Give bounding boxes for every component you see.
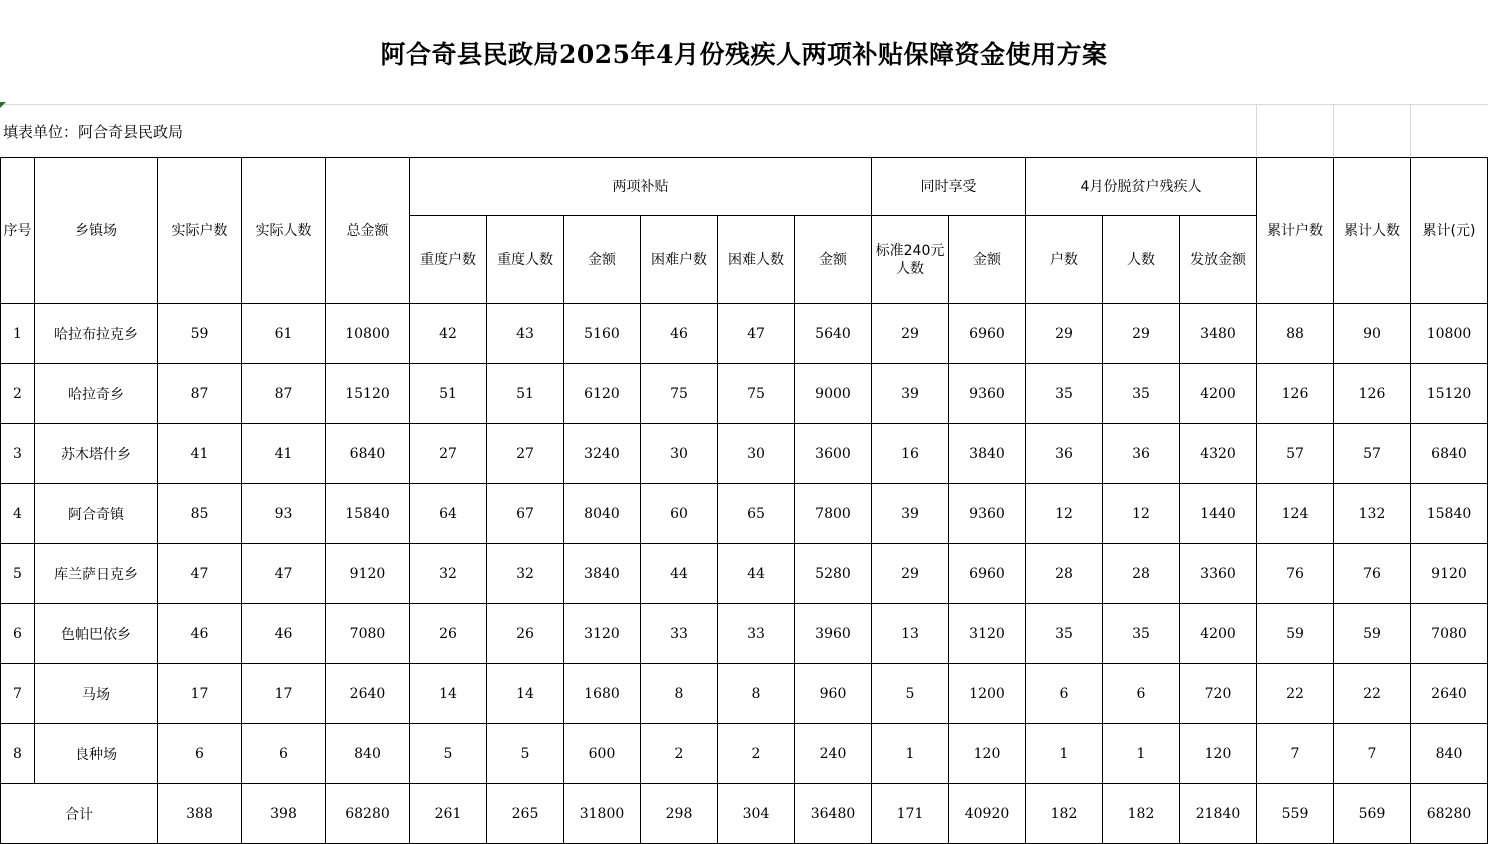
table-cell: 5280 (795, 544, 872, 604)
table-cell: 840 (326, 724, 410, 784)
table-cell: 1 (1, 304, 35, 364)
table-cell: 265 (487, 784, 564, 844)
table-cell: 7080 (1411, 604, 1488, 664)
table-cell: 14 (487, 664, 564, 724)
table-cell: 7080 (326, 604, 410, 664)
table-cell: 3960 (795, 604, 872, 664)
table-cell: 8 (718, 664, 795, 724)
table-cell: 75 (641, 364, 718, 424)
table-cell: 240 (795, 724, 872, 784)
table-cell: 29 (872, 544, 949, 604)
header-poverty-amount: 发放金额 (1180, 216, 1257, 304)
table-cell: 720 (1180, 664, 1257, 724)
header-town: 乡镇场 (35, 158, 158, 304)
table-header (1, 158, 1488, 304)
table-cell: 13 (872, 604, 949, 664)
table-cell: 75 (718, 364, 795, 424)
header-cum-households: 累计户数 (1257, 158, 1334, 304)
table-row (1, 484, 1488, 544)
table-cell: 559 (1257, 784, 1334, 844)
table-cell: 47 (242, 544, 326, 604)
table-cell: 44 (718, 544, 795, 604)
table-cell: 5 (410, 724, 487, 784)
table-cell: 41 (158, 424, 242, 484)
table-cell: 7 (1, 664, 35, 724)
table-cell: 120 (1180, 724, 1257, 784)
table-cell: 5640 (795, 304, 872, 364)
table-cell: 4320 (1180, 424, 1257, 484)
table-row (1, 604, 1488, 664)
town-cell: 哈拉布拉克乡 (35, 304, 158, 364)
unit-row (0, 105, 1488, 157)
header-cum-total: 累计(元) (1411, 158, 1488, 304)
header-seq: 序号 (1, 158, 35, 304)
header-amount: 金额 (564, 216, 641, 304)
table-cell: 6 (1103, 664, 1180, 724)
table-cell: 51 (410, 364, 487, 424)
table-cell: 59 (1257, 604, 1334, 664)
table-cell: 17 (242, 664, 326, 724)
table-cell: 67 (487, 484, 564, 544)
table-cell: 8 (641, 664, 718, 724)
total-label: 合计 (1, 784, 158, 844)
table-cell: 4200 (1180, 364, 1257, 424)
table-cell: 9120 (1411, 544, 1488, 604)
table-cell: 304 (718, 784, 795, 844)
table-cell: 47 (158, 544, 242, 604)
header-group-subsidy: 两项补贴 (410, 158, 872, 216)
table-cell: 2640 (1411, 664, 1488, 724)
table-cell: 90 (1334, 304, 1411, 364)
table-cell: 3480 (1180, 304, 1257, 364)
table-cell: 27 (487, 424, 564, 484)
table-cell: 1680 (564, 664, 641, 724)
table-cell: 298 (641, 784, 718, 844)
table-cell: 15840 (1411, 484, 1488, 544)
table-cell: 22 (1334, 664, 1411, 724)
table-cell: 51 (487, 364, 564, 424)
table-cell: 1440 (1180, 484, 1257, 544)
table-cell: 28 (1103, 544, 1180, 604)
header-hard-households: 困难户数 (641, 216, 718, 304)
table-cell: 7 (1257, 724, 1334, 784)
table-cell: 31800 (564, 784, 641, 844)
table-cell: 14 (410, 664, 487, 724)
table-cell: 398 (242, 784, 326, 844)
subsidy-table (0, 157, 1488, 844)
table-cell: 5 (487, 724, 564, 784)
table-cell: 46 (641, 304, 718, 364)
table-cell: 40920 (949, 784, 1026, 844)
table-cell: 6960 (949, 544, 1026, 604)
table-body (1, 304, 1488, 784)
table-cell: 88 (1257, 304, 1334, 364)
table-cell: 132 (1334, 484, 1411, 544)
table-cell: 2 (1, 364, 35, 424)
table-cell: 261 (410, 784, 487, 844)
table-cell: 2640 (326, 664, 410, 724)
total-row (1, 784, 1488, 844)
table-cell: 22 (1257, 664, 1334, 724)
table-cell: 36 (1026, 424, 1103, 484)
town-cell: 苏木塔什乡 (35, 424, 158, 484)
table-cell: 3120 (949, 604, 1026, 664)
table-cell: 9000 (795, 364, 872, 424)
table-cell: 569 (1334, 784, 1411, 844)
table-cell: 1 (1103, 724, 1180, 784)
table-cell: 42 (410, 304, 487, 364)
table-cell: 10800 (326, 304, 410, 364)
table-cell: 2 (718, 724, 795, 784)
table-cell: 28 (1026, 544, 1103, 604)
table-cell: 29 (872, 304, 949, 364)
unit-label: 填表单位：阿合奇县民政局 (3, 122, 184, 141)
table-cell: 29 (1103, 304, 1180, 364)
table-cell: 65 (718, 484, 795, 544)
header-total: 总金额 (326, 158, 410, 304)
town-cell: 阿合奇镇 (35, 484, 158, 544)
header-poverty-households: 户数 (1026, 216, 1103, 304)
table-cell: 15120 (1411, 364, 1488, 424)
gridline (1256, 105, 1257, 157)
table-cell: 35 (1103, 604, 1180, 664)
table-cell: 6840 (1411, 424, 1488, 484)
table-cell: 6 (1026, 664, 1103, 724)
header-severe-households: 重度户数 (410, 216, 487, 304)
table-cell: 39 (872, 484, 949, 544)
table-cell: 33 (718, 604, 795, 664)
table-cell: 840 (1411, 724, 1488, 784)
header-std240: 标准240元人数 (872, 216, 949, 304)
table-cell: 600 (564, 724, 641, 784)
header-group-both: 同时享受 (872, 158, 1026, 216)
table-cell: 3240 (564, 424, 641, 484)
table-cell: 61 (242, 304, 326, 364)
table-cell: 85 (158, 484, 242, 544)
table-cell: 15840 (326, 484, 410, 544)
table-row (1, 304, 1488, 364)
table-cell: 7800 (795, 484, 872, 544)
title-row (0, 0, 1488, 105)
table-cell: 68280 (326, 784, 410, 844)
table-cell: 4200 (1180, 604, 1257, 664)
table-cell: 32 (410, 544, 487, 604)
table-cell: 6840 (326, 424, 410, 484)
table-cell: 39 (872, 364, 949, 424)
table-cell: 93 (242, 484, 326, 544)
table-cell: 87 (158, 364, 242, 424)
town-cell: 库兰萨日克乡 (35, 544, 158, 604)
table-cell: 30 (718, 424, 795, 484)
table-cell: 46 (242, 604, 326, 664)
table-cell: 35 (1103, 364, 1180, 424)
table-cell: 32 (487, 544, 564, 604)
table-cell: 64 (410, 484, 487, 544)
table-cell: 46 (158, 604, 242, 664)
table-cell: 6 (1, 604, 35, 664)
header-people: 实际人数 (242, 158, 326, 304)
table-cell: 5 (872, 664, 949, 724)
table-cell: 1200 (949, 664, 1026, 724)
table-cell: 12 (1026, 484, 1103, 544)
table-cell: 3 (1, 424, 35, 484)
table-cell: 60 (641, 484, 718, 544)
table-cell: 10800 (1411, 304, 1488, 364)
table-row (1, 724, 1488, 784)
header-group-poverty: 4月份脱贫户残疾人 (1026, 158, 1257, 216)
table-cell: 3600 (795, 424, 872, 484)
header-households: 实际户数 (158, 158, 242, 304)
town-cell: 哈拉奇乡 (35, 364, 158, 424)
table-row (1, 424, 1488, 484)
table-cell: 9360 (949, 364, 1026, 424)
table-cell: 35 (1026, 604, 1103, 664)
table-cell: 27 (410, 424, 487, 484)
header-cum-people: 累计人数 (1334, 158, 1411, 304)
table-cell: 87 (242, 364, 326, 424)
table-row (1, 364, 1488, 424)
table-cell: 68280 (1411, 784, 1488, 844)
page-title: 阿合奇县民政局2025年4月份残疾人两项补贴保障资金使用方案 (380, 39, 1108, 69)
town-cell: 良种场 (35, 724, 158, 784)
table-cell: 960 (795, 664, 872, 724)
header-amount: 金额 (949, 216, 1026, 304)
table-cell: 36 (1103, 424, 1180, 484)
table-cell: 3120 (564, 604, 641, 664)
table-row (1, 664, 1488, 724)
table-cell: 16 (872, 424, 949, 484)
table-cell: 26 (487, 604, 564, 664)
table-cell: 12 (1103, 484, 1180, 544)
table-cell: 5160 (564, 304, 641, 364)
table-cell: 126 (1334, 364, 1411, 424)
table-cell: 1 (1026, 724, 1103, 784)
table-cell: 5 (1, 544, 35, 604)
table-cell: 6 (242, 724, 326, 784)
town-cell: 马场 (35, 664, 158, 724)
table-cell: 9120 (326, 544, 410, 604)
header-severe-people: 重度人数 (487, 216, 564, 304)
table-cell: 120 (949, 724, 1026, 784)
table-cell: 44 (641, 544, 718, 604)
table-cell: 182 (1026, 784, 1103, 844)
table-cell: 2 (641, 724, 718, 784)
table-footer (1, 784, 1488, 844)
table-cell: 182 (1103, 784, 1180, 844)
table-cell: 8 (1, 724, 35, 784)
gridline (1410, 105, 1411, 157)
table-cell: 29 (1026, 304, 1103, 364)
table-cell: 3360 (1180, 544, 1257, 604)
table-cell: 57 (1334, 424, 1411, 484)
table-cell: 17 (158, 664, 242, 724)
table-cell: 3840 (949, 424, 1026, 484)
table-cell: 6960 (949, 304, 1026, 364)
table-cell: 3840 (564, 544, 641, 604)
table-cell: 9360 (949, 484, 1026, 544)
table-cell: 4 (1, 484, 35, 544)
table-cell: 1 (872, 724, 949, 784)
town-cell: 色帕巴依乡 (35, 604, 158, 664)
table-cell: 15120 (326, 364, 410, 424)
table-cell: 6 (158, 724, 242, 784)
table-cell: 33 (641, 604, 718, 664)
table-cell: 8040 (564, 484, 641, 544)
table-cell: 7 (1334, 724, 1411, 784)
table-row (1, 544, 1488, 604)
table-cell: 59 (158, 304, 242, 364)
table-cell: 26 (410, 604, 487, 664)
table-cell: 47 (718, 304, 795, 364)
table-cell: 36480 (795, 784, 872, 844)
table-cell: 41 (242, 424, 326, 484)
table-cell: 35 (1026, 364, 1103, 424)
table-cell: 76 (1257, 544, 1334, 604)
gridline (1333, 105, 1334, 157)
table-cell: 126 (1257, 364, 1334, 424)
table-cell: 388 (158, 784, 242, 844)
table-cell: 30 (641, 424, 718, 484)
table-cell: 43 (487, 304, 564, 364)
table-cell: 21840 (1180, 784, 1257, 844)
header-hard-people: 困难人数 (718, 216, 795, 304)
table-cell: 6120 (564, 364, 641, 424)
table-cell: 59 (1334, 604, 1411, 664)
table-cell: 171 (872, 784, 949, 844)
table-cell: 76 (1334, 544, 1411, 604)
header-poverty-people: 人数 (1103, 216, 1180, 304)
header-amount: 金额 (795, 216, 872, 304)
table-cell: 57 (1257, 424, 1334, 484)
table-cell: 124 (1257, 484, 1334, 544)
